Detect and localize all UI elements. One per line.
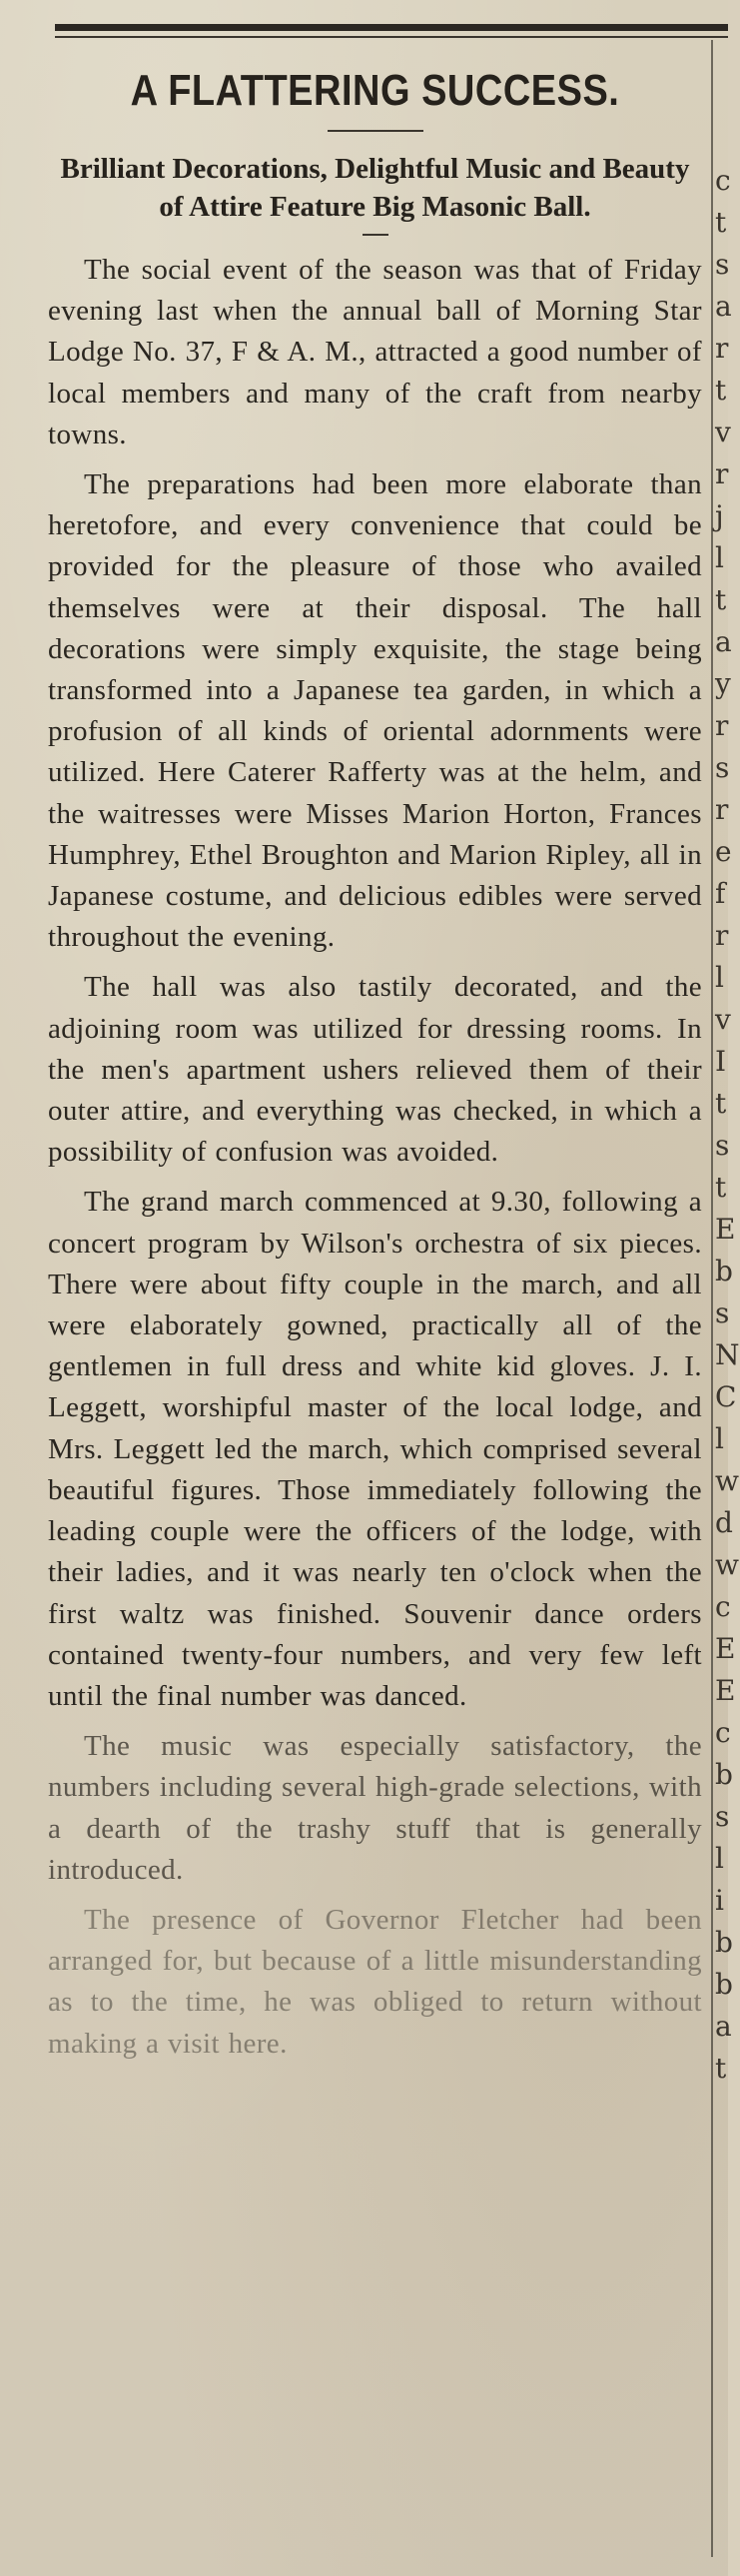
top-rule-thin bbox=[55, 36, 728, 38]
adjacent-column-fragment: b bbox=[715, 1968, 733, 2001]
adjacent-column-fragment: a bbox=[715, 625, 732, 658]
adjacent-column-fragment: i bbox=[715, 1884, 724, 1917]
adjacent-column-fragment: a bbox=[715, 290, 732, 323]
headline: A FLATTERING SUCCESS. bbox=[130, 67, 620, 116]
adjacent-column-fragment: N bbox=[715, 1338, 740, 1371]
adjacent-column-fragment: b bbox=[715, 1926, 733, 1959]
adjacent-column-fragment: j bbox=[715, 499, 724, 532]
adjacent-column-fragment: s bbox=[715, 1296, 730, 1329]
adjacent-column-fragment: e bbox=[715, 835, 732, 868]
adjacent-column-fragment: r bbox=[715, 332, 729, 365]
adjacent-column-fragment: t bbox=[715, 1171, 727, 1204]
adjacent-column-fragment: l bbox=[715, 1422, 724, 1455]
adjacent-column-fragment: t bbox=[715, 374, 727, 407]
adjacent-column-fragment: d bbox=[715, 1506, 733, 1539]
article bbox=[48, 58, 702, 2065]
adjacent-column-fragment: t bbox=[715, 1087, 727, 1120]
adjacent-column-fragment: r bbox=[715, 793, 729, 826]
adjacent-column-fragment: c bbox=[715, 164, 731, 197]
paragraph-4: The grand march commenced at 9.30, following a concert program by Wilson's orchestra of six pieces. There were about fifty couple in the march, and all were elaborately gowned, practically all of the gentlemen in full dress and white kid gloves. J. I. Leggett, worshipful master of the local lodge, and Mrs. Leggett led the march, which comprised several beautiful figures. Those immediately following the leading couple were the officers of the lodge, with their ladies, and it was nearly ten o'clock when the first waltz was finished. Souvenir dance orders contained twenty-four numbers, and very few left until the final number was danced. bbox=[48, 1186, 702, 1712]
subheadline: Brilliant Decorations, Delightful Music and Beauty of Attire Feature Big Masonic Ball. bbox=[60, 153, 690, 223]
subheadline-rule bbox=[363, 234, 388, 236]
adjacent-column-fragment: c bbox=[715, 1716, 731, 1749]
adjacent-column-fragment: b bbox=[715, 1255, 733, 1288]
adjacent-column-fragment: l bbox=[715, 961, 724, 994]
adjacent-column-fragment: t bbox=[715, 2052, 727, 2085]
adjacent-column-fragment: s bbox=[715, 751, 730, 784]
adjacent-column-fragment: l bbox=[715, 1842, 724, 1875]
adjacent-column-fragment: y bbox=[715, 667, 731, 700]
adjacent-column-fragment: E bbox=[715, 1632, 736, 1665]
top-rule bbox=[55, 24, 728, 31]
adjacent-column-fragment: E bbox=[715, 1674, 736, 1707]
paragraph-2: The preparations had been more elaborate than heretofore, and every convenience that could be provided for the pleasure of those who availed themselves were at their disposal. The hall decorations were simply exquisite, the stage being transformed into a Japanese tea garden, in which a profusion of all kinds of oriental adornments were utilized. Here Caterer Rafferty was at the helm, and the waitresses were Misses Marion Horton, Frances Humphrey, Ethel Broughton and Marion Ripley, all in Japanese costume, and delicious edibles were served throughout the evening. bbox=[48, 468, 702, 954]
adjacent-column-fragment: I bbox=[715, 1045, 727, 1078]
adjacent-column-fragment: E bbox=[715, 1213, 736, 1246]
paragraph-6: The presence of Governor Fletcher had been arranged for, but because of a little misunderstanding as to the time, he was obliged to return without making a visit here. bbox=[48, 1903, 702, 2060]
adjacent-column-fragment: r bbox=[715, 919, 729, 952]
adjacent-column-fragment: s bbox=[715, 248, 730, 281]
paragraph-3: The hall was also tastily decorated, and the adjoining room was utilized for dressing rooms. In the men's apartment ushers relieved them of their outer attire, and everything was checked, in which a possibility of confusion was avoided. bbox=[48, 971, 702, 1169]
article-body bbox=[48, 250, 702, 2065]
adjacent-column-fragment: c bbox=[715, 1590, 731, 1623]
adjacent-column-fragment: C bbox=[715, 1380, 737, 1413]
adjacent-column-fragment: s bbox=[715, 1129, 730, 1162]
adjacent-column-fragment: r bbox=[715, 709, 729, 742]
headline-rule bbox=[328, 130, 423, 132]
adjacent-column-fragment: s bbox=[715, 1800, 730, 1833]
adjacent-column-fragment: v bbox=[715, 1003, 731, 1036]
adjacent-column-fragment: w bbox=[715, 1548, 739, 1581]
adjacent-column-fragment: w bbox=[715, 1464, 739, 1497]
adjacent-column-fragment: t bbox=[715, 583, 727, 616]
adjacent-column-fragment: b bbox=[715, 1758, 733, 1791]
adjacent-column-fragment: t bbox=[715, 206, 727, 239]
paragraph-5: The music was especially satisfactory, the numbers including several high-grade selections, with a dearth of the trashy stuff that is generally introduced. bbox=[48, 1730, 702, 1886]
adjacent-column-fragment: l bbox=[715, 541, 724, 574]
adjacent-column-fragment: a bbox=[715, 2010, 732, 2043]
adjacent-column-fragment: r bbox=[715, 457, 729, 490]
column-divider bbox=[711, 40, 713, 2557]
adjacent-column-fragment: f bbox=[715, 877, 726, 910]
paragraph-1: The social event of the season was that of Friday evening last when the annual ball of Morning Star Lodge No. 37, F & A. M., attracted a good number of local members and many of the craft from nearby towns. bbox=[48, 254, 702, 450]
adjacent-column-fragment: v bbox=[715, 416, 731, 448]
adjacent-column-fragments bbox=[715, 160, 740, 2537]
